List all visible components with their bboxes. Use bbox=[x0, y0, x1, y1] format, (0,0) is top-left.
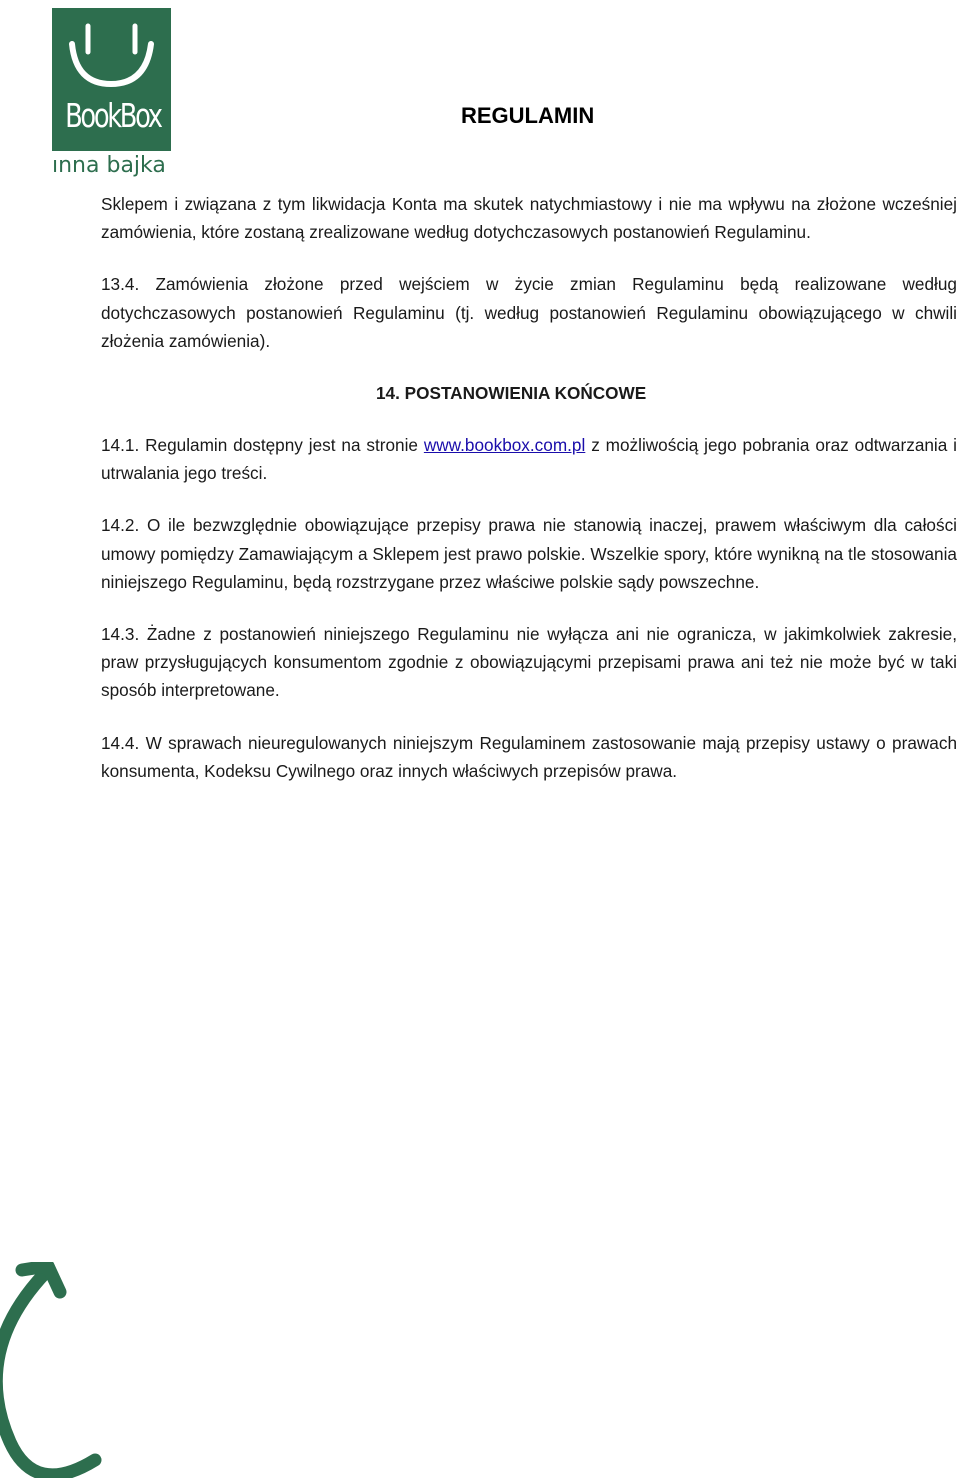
logo-brand-name: BookBox bbox=[65, 96, 161, 135]
clause-13-4: 13.4. Zamówienia złożone przed wejściem w życie zmian Regulaminu będą realizowane według dotychczasowych postanowień Regulaminu (tj. według postanowień Regulaminu obowiązującego w chwili złożenia zamówienia). bbox=[101, 274, 957, 351]
bookbox-logo bbox=[52, 8, 171, 180]
clause-14-4: 14.4. W sprawach nieuregulowanych niniejszym Regulaminem zastosowanie mają przepisy ustawy o prawach konsumenta, Kodeksu Cywilnego oraz innych właściwych przepisów prawa. bbox=[101, 732, 957, 781]
section-heading: 14. POSTANOWIENIA KOŃCOWE bbox=[376, 383, 647, 404]
logo-badge bbox=[52, 8, 171, 151]
paragraph-continuation: Sklepem i związana z tym likwidacja Konta ma skutek natychmiastowy i nie ma wpływu na złożone wcześniej zamówienia, które zostaną zrealizowane według dotychczasowych postanowień Regulaminu. bbox=[101, 194, 957, 243]
curved-arrow-icon bbox=[0, 1262, 120, 1478]
website-link[interactable]: www.bookbox.com.pl bbox=[423, 435, 586, 456]
logo-tagline: ınna bajka bbox=[52, 153, 166, 178]
clause-14-1 bbox=[101, 431, 957, 487]
clause-14-1-text-end: z możliwością jego pobrania oraz odtwarzania i utrwalania jego treści. bbox=[101, 435, 958, 484]
document-title: REGULAMIN bbox=[461, 103, 595, 128]
clause-14-1-text-start: 14.1. Regulamin dostępny jest na stronie bbox=[101, 435, 424, 456]
smile-icon bbox=[62, 22, 161, 94]
clause-14-3: 14.3. Żadne z postanowień niniejszego Regulaminu nie wyłącza ani nie ogranicza, w jakimkolwiek zakresie, praw przysługujących konsumentom zgodnie z obowiązującymi przepisami prawa ani też nie może być w taki sposób interpretowane. bbox=[101, 624, 957, 701]
document-body bbox=[101, 190, 957, 809]
clause-14-2: 14.2. O ile bezwzględnie obowiązujące przepisy prawa nie stanowią inaczej, prawem właściwym dla całości umowy pomiędzy Zamawiającym a Sklepem jest prawo polskie. Wszelkie spory, które wynikną na tle stosowania niniejszego Regulaminu, będą rozstrzygane przez właściwe polskie sądy powszechne. bbox=[101, 515, 957, 592]
